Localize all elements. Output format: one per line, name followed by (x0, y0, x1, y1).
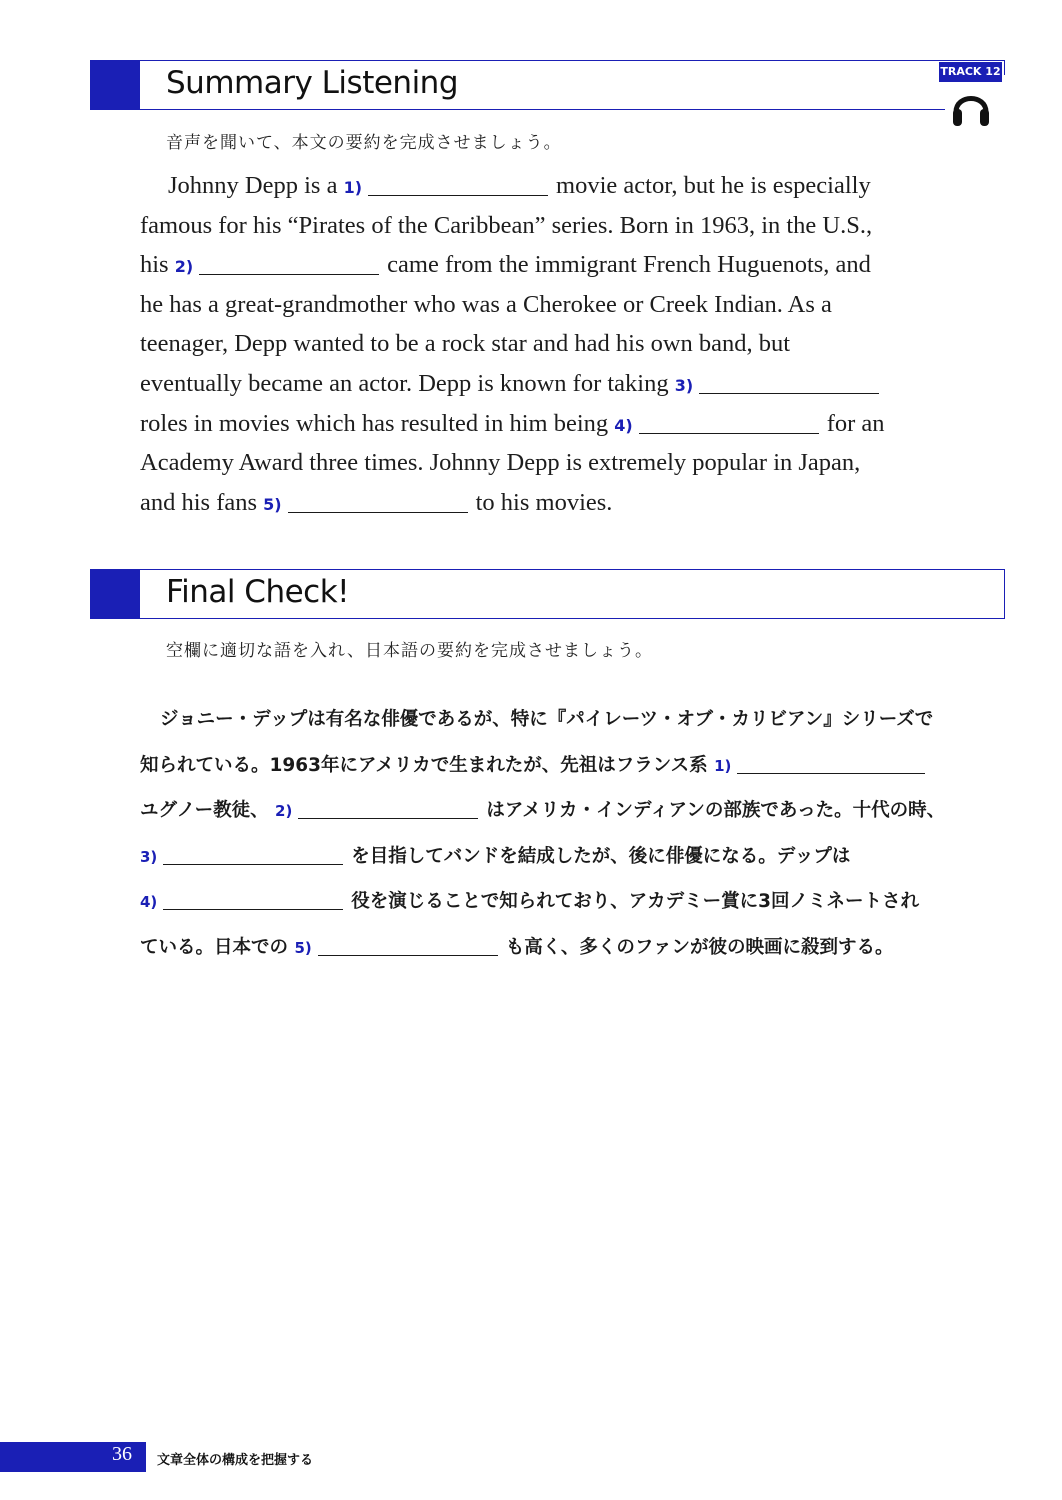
jp-line: 4) 役を演じることで知られており、アカデミー賞に3回ノミネートされ (140, 879, 1010, 925)
blank-number: 1) (343, 178, 363, 197)
header-accent-block (90, 569, 140, 619)
blank-3-field[interactable] (699, 367, 879, 394)
blank-number: 4) (140, 893, 158, 911)
summary-line: roles in movies which has resulted in him being 4) for an (140, 404, 990, 444)
summary-line: Johnny Depp is a 1) movie actor, but he is especially (140, 166, 990, 206)
jp-blank-3-field[interactable] (163, 840, 343, 865)
blank-4-field[interactable] (639, 407, 819, 434)
summary-paragraph (140, 166, 990, 522)
final-check-instruction: 空欄に適切な語を入れ、日本語の要約を完成させましょう。 (166, 641, 654, 661)
blank-number: 5) (294, 938, 312, 957)
blank-number: 3) (674, 375, 694, 395)
jp-line: ジョニー・デップは有名な俳優であるが、特に『パイレーツ・オブ・カリビアン』シリーズで (160, 709, 934, 730)
summary-listening-header (90, 60, 1005, 110)
summary-instruction: 音声を聞いて、本文の要約を完成させましょう。 (166, 133, 562, 153)
summary-line: he has a great-grandmother who was a Cherokee or Creek Indian. As a (140, 290, 832, 318)
blank-number: 2) (275, 802, 293, 820)
jp-blank-4-field[interactable] (163, 885, 343, 910)
final-check-header (90, 569, 1005, 619)
blank-5-field[interactable] (288, 486, 468, 513)
headphones-icon[interactable] (950, 86, 992, 128)
summary-line: Academy Award three times. Johnny Depp is extremely popular in Japan, (140, 449, 861, 477)
header-accent-block (90, 60, 140, 110)
jp-blank-1-field[interactable] (737, 749, 925, 774)
footer-caption: 文章全体の構成を把握する (157, 1453, 314, 1468)
section-title: Summary Listening (166, 65, 459, 101)
blank-number: 1) (714, 756, 732, 775)
summary-line: teenager, Depp wanted to be a rock star and had his own band, but (140, 330, 791, 358)
blank-2-field[interactable] (199, 248, 379, 275)
summary-line: and his fans 5) to his movies. (140, 483, 990, 523)
jp-blank-5-field[interactable] (318, 931, 498, 956)
summary-line: eventually became an actor. Depp is known for taking 3) (140, 364, 990, 404)
japanese-summary (140, 697, 1010, 970)
track-badge: TRACK 12 (939, 62, 1002, 82)
blank-number: 2) (174, 257, 194, 277)
jp-line: ている。日本での 5) も高く、多くのファンが彼の映画に殺到する。 (140, 925, 1010, 971)
blank-1-field[interactable] (368, 169, 548, 196)
blank-number: 5) (263, 494, 282, 514)
blank-number: 4) (614, 415, 633, 435)
jp-line: ユグノー教徒、 2) はアメリカ・インディアンの部族であった。十代の時、 (140, 788, 1010, 834)
blank-number: 3) (140, 847, 158, 866)
section-title: Final Check! (166, 574, 350, 610)
summary-line: famous for his “Pirates of the Caribbean” series. Born in 1963, in the U.S., (140, 211, 873, 239)
jp-line: 3) を目指してバンドを結成したが、後に俳優になる。デップは (140, 834, 1010, 880)
jp-blank-2-field[interactable] (298, 794, 478, 819)
page-number: 36 (112, 1443, 132, 1465)
summary-line: his 2) came from the immigrant French Huguenots, and (140, 245, 990, 285)
jp-line: 知られている。1963年にアメリカで生まれたが、先祖はフランス系 1) (140, 743, 1010, 789)
